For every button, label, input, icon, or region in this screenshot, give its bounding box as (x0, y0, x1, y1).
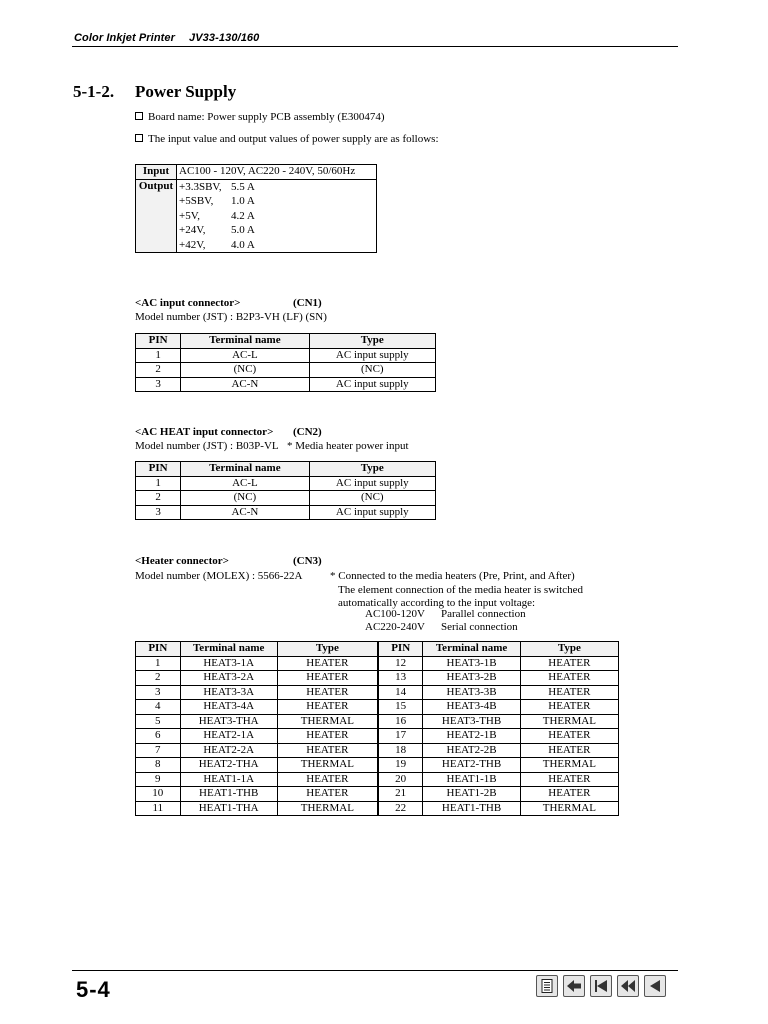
table-cell: HEAT1-THB (180, 787, 277, 802)
section-number: 5-1-2. (73, 82, 115, 101)
table-cell: 2 (136, 491, 181, 506)
column-header: PIN (136, 462, 181, 477)
output-current: 4.2 A (231, 209, 255, 222)
table-row (136, 714, 619, 729)
table-row (136, 685, 619, 700)
cn3-id: (CN3) (293, 555, 322, 567)
header-divider (72, 46, 678, 47)
table-cell: 2 (136, 671, 181, 686)
table-cell: 11 (136, 801, 181, 816)
cn2-title-line (135, 426, 322, 438)
table-cell: 21 (378, 787, 423, 802)
table-cell: HEATER (277, 743, 378, 758)
table-row (136, 801, 619, 816)
io-note-text: The input value and output values of power supply are as follows: (148, 133, 439, 145)
table-cell: 15 (378, 700, 423, 715)
section-heading: Power Supply (135, 82, 237, 101)
table-cell: HEAT3-1A (180, 656, 277, 671)
output-current: 5.0 A (231, 224, 255, 236)
output-values (177, 179, 377, 253)
cn1-table (135, 333, 436, 392)
input-row (136, 165, 377, 180)
table-cell: HEAT2-1B (423, 729, 520, 744)
table-cell: 13 (378, 671, 423, 686)
column-header: Type (277, 642, 378, 657)
table-cell: HEATER (520, 787, 618, 802)
table-cell: 1 (136, 348, 181, 363)
cn2-model-line (135, 440, 409, 452)
previous-page-icon (620, 978, 636, 994)
table-cell: HEATER (520, 729, 618, 744)
table-cell: HEAT3-THA (180, 714, 277, 729)
column-header: PIN (136, 334, 181, 349)
table-cell: 12 (378, 656, 423, 671)
table-row (136, 729, 619, 744)
table-cell: AC input supply (309, 505, 435, 520)
table-cell: 22 (378, 801, 423, 816)
table-cell: HEAT3-3B (423, 685, 520, 700)
io-note-line (135, 133, 439, 145)
output-row (136, 179, 377, 253)
contents-button[interactable] (536, 975, 558, 997)
table-row (136, 363, 436, 378)
table-cell: 3 (136, 377, 181, 392)
column-header: Type (520, 642, 618, 657)
back-arrow-icon (566, 978, 582, 994)
cn3-connection-1: Parallel connection (441, 608, 526, 620)
input-value: AC100 - 120V, AC220 - 240V, 50/60Hz (177, 165, 377, 180)
cn3-voltage-2: AC220-240V (365, 621, 425, 633)
column-header: Type (309, 334, 435, 349)
input-label: Input (136, 165, 177, 180)
table-cell: AC-N (181, 377, 309, 392)
io-table (135, 164, 377, 253)
table-cell: AC-L (181, 348, 309, 363)
cn3-title-line (135, 555, 322, 567)
cn3-connection-2: Serial connection (441, 621, 518, 633)
contents-icon (539, 978, 555, 994)
board-name-line (135, 111, 384, 123)
output-item (179, 194, 374, 209)
section-title (73, 82, 236, 102)
table-cell: 18 (378, 743, 423, 758)
table-cell: THERMAL (277, 801, 378, 816)
cn3-note-1: * Connected to the media heaters (Pre, Print, and After) (330, 570, 575, 582)
cn2-model: Model number (JST) : B03P-VL (135, 440, 279, 452)
table-row (136, 476, 436, 491)
column-header: PIN (136, 642, 181, 657)
table-cell: HEAT3-4B (423, 700, 520, 715)
table-row (136, 700, 619, 715)
table-cell: 9 (136, 772, 181, 787)
table-cell: (NC) (181, 491, 309, 506)
first-page-button[interactable] (590, 975, 612, 997)
table-row (136, 377, 436, 392)
page-number: 5-4 (76, 977, 111, 1002)
table-row (136, 491, 436, 506)
table-cell: THERMAL (277, 714, 378, 729)
table-row (136, 743, 619, 758)
output-voltage: +42V, (179, 238, 206, 251)
output-label: Output (136, 179, 177, 253)
footer-divider (72, 970, 678, 971)
table-cell: HEAT2-2B (423, 743, 520, 758)
table-cell: HEAT3-3A (180, 685, 277, 700)
table-cell: 14 (378, 685, 423, 700)
table-cell: HEAT1-1A (180, 772, 277, 787)
column-header: Terminal name (181, 334, 309, 349)
table-cell: (NC) (309, 363, 435, 378)
board-name-text: Board name: Power supply PCB assembly (E300474) (148, 111, 385, 123)
cn3-header-row (136, 642, 619, 657)
table-row (136, 671, 619, 686)
output-voltage: +24V, (179, 224, 206, 236)
table-cell: HEATER (520, 772, 618, 787)
table-cell: HEAT3-THB (423, 714, 520, 729)
cn2-note: * Media heater power input (286, 440, 409, 452)
table-cell: (NC) (309, 491, 435, 506)
cn1-header-row (136, 334, 436, 349)
output-current: 1.0 A (231, 195, 255, 207)
table-cell: 4 (136, 700, 181, 715)
table-cell: AC-L (181, 476, 309, 491)
column-header: Terminal name (180, 642, 277, 657)
table-cell: 20 (378, 772, 423, 787)
checkbox-bullet-icon (135, 112, 143, 120)
page-navigation (536, 975, 666, 997)
header-product: Color Inkjet Printer (74, 32, 176, 44)
table-cell: HEAT1-2B (423, 787, 520, 802)
cn1-id: (CN1) (293, 297, 322, 309)
column-header: Type (309, 462, 435, 477)
header-model: JV33-130/160 (189, 32, 260, 44)
prev-small-icon (647, 978, 663, 994)
table-cell: 19 (378, 758, 423, 773)
table-cell: (NC) (181, 363, 309, 378)
table-cell: HEAT1-THA (180, 801, 277, 816)
table-cell: HEATER (277, 656, 378, 671)
cn2-table (135, 461, 436, 520)
table-cell: AC-N (181, 505, 309, 520)
table-cell: HEATER (520, 656, 618, 671)
table-cell: 7 (136, 743, 181, 758)
table-row (136, 505, 436, 520)
table-row (136, 758, 619, 773)
table-cell: HEATER (520, 671, 618, 686)
table-cell: AC input supply (309, 348, 435, 363)
table-cell: HEAT1-THB (423, 801, 520, 816)
table-cell: HEAT3-4A (180, 700, 277, 715)
table-cell: 10 (136, 787, 181, 802)
table-row (136, 656, 619, 671)
table-cell: AC input supply (309, 476, 435, 491)
cn1-title: <AC input connector> (135, 297, 241, 309)
table-cell: THERMAL (277, 758, 378, 773)
table-cell: THERMAL (520, 801, 618, 816)
prev-small-button[interactable] (644, 975, 666, 997)
table-cell: HEAT3-2B (423, 671, 520, 686)
table-cell: 5 (136, 714, 181, 729)
table-row (136, 348, 436, 363)
output-item (179, 223, 374, 238)
column-header: Terminal name (423, 642, 520, 657)
output-item (179, 180, 374, 195)
output-voltage: +3.3SBV, (179, 180, 222, 193)
table-cell: 6 (136, 729, 181, 744)
cn1-title-line (135, 297, 322, 309)
cn3-voltage-1: AC100-120V (365, 608, 425, 620)
table-cell: THERMAL (520, 758, 618, 773)
cn1-model: Model number (JST) : B2P3-VH (LF) (SN) (135, 311, 327, 323)
table-cell: HEATER (520, 700, 618, 715)
table-cell: 3 (136, 505, 181, 520)
output-current: 4.0 A (231, 238, 255, 251)
table-cell: 17 (378, 729, 423, 744)
table-cell: HEAT2-1A (180, 729, 277, 744)
output-voltage: +5SBV, (179, 195, 214, 207)
cn2-id: (CN2) (293, 426, 322, 438)
cn3-title: <Heater connector> (135, 555, 229, 567)
table-cell: 8 (136, 758, 181, 773)
table-cell: 3 (136, 685, 181, 700)
cn3-model: Model number (MOLEX) : 5566-22A (135, 570, 303, 582)
table-cell: 16 (378, 714, 423, 729)
table-cell: HEATER (277, 685, 378, 700)
output-item (179, 238, 374, 253)
table-cell: HEAT1-1B (423, 772, 520, 787)
output-voltage: +5V, (179, 209, 200, 222)
table-row (136, 787, 619, 802)
previous-page-button[interactable] (617, 975, 639, 997)
output-item (179, 209, 374, 224)
table-cell: HEATER (520, 743, 618, 758)
table-cell: HEATER (277, 700, 378, 715)
table-cell: HEATER (277, 729, 378, 744)
cn2-title: <AC HEAT input connector> (135, 426, 274, 438)
cn3-note-2: The element connection of the media heater is switched (338, 584, 583, 596)
cn3-table (135, 641, 619, 816)
checkbox-bullet-icon (135, 134, 143, 142)
back-button[interactable] (563, 975, 585, 997)
cn2-header-row (136, 462, 436, 477)
table-cell: HEATER (277, 787, 378, 802)
table-cell: AC input supply (309, 377, 435, 392)
cn3-note-3: automatically according to the input voltage: (338, 597, 536, 609)
table-cell: HEAT2-THB (423, 758, 520, 773)
table-cell: 1 (136, 476, 181, 491)
table-cell: HEAT2-THA (180, 758, 277, 773)
table-cell: HEAT2-2A (180, 743, 277, 758)
table-cell: 2 (136, 363, 181, 378)
table-cell: HEAT3-1B (423, 656, 520, 671)
table-cell: HEATER (277, 772, 378, 787)
table-cell: 1 (136, 656, 181, 671)
table-row (136, 772, 619, 787)
table-cell: HEATER (277, 671, 378, 686)
output-current: 5.5 A (231, 180, 255, 193)
running-header (74, 32, 259, 44)
table-cell: HEATER (520, 685, 618, 700)
first-page-icon (593, 978, 609, 994)
table-cell: HEAT3-2A (180, 671, 277, 686)
table-cell: THERMAL (520, 714, 618, 729)
column-header: PIN (378, 642, 423, 657)
column-header: Terminal name (181, 462, 309, 477)
